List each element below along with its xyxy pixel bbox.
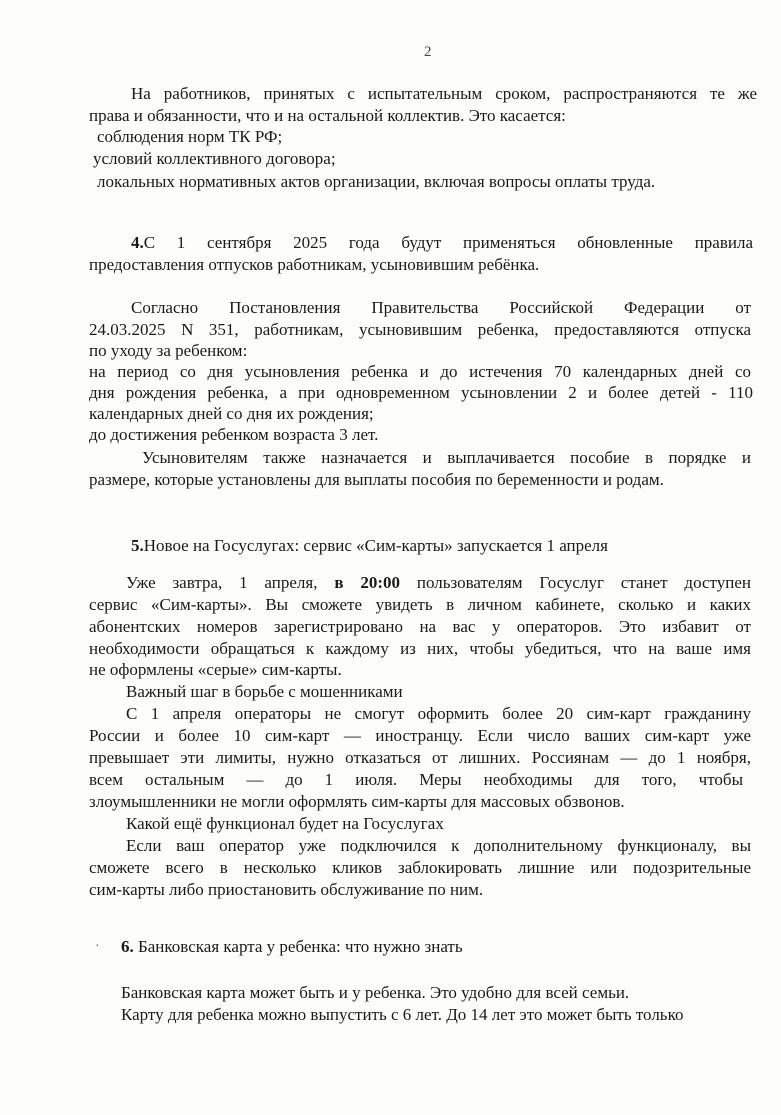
section4-para-line-7: до достижения ребенком возраста 3 лет. xyxy=(89,425,379,444)
section5-para-end: пользователям Госуслуг станет доступен xyxy=(416,573,751,592)
section6-para-line-1: Банковская карта может быть и у ребенка. Это удобно для всей семьи. xyxy=(121,983,630,1002)
section4-benefit-line-2: размере, которые установлены для выплаты пособия по беременности и родам. xyxy=(89,470,664,489)
section6-heading-text: Банковская карта у ребенка: что нужно знать xyxy=(138,937,463,956)
section5-para-line-2: сервис «Сим-карты». Вы сможете увидеть в личном кабинете, сколько и каких xyxy=(89,595,751,614)
probation-line-2: права и обязанности, что и на остальной коллектив. Это касается: xyxy=(89,106,566,125)
section5-para-line-3: абонентских номеров зарегистрировано на вас у операторов. Это избавит от xyxy=(89,617,751,636)
section4-benefit-line-1: Усыновителям также назначается и выплачивается пособие в порядке и xyxy=(142,448,751,467)
section5-subheading-2: Какой ещё функционал будет на Госуслугах xyxy=(126,814,444,833)
section5-operator-line-2: сможете всего в несколько кликов заблокировать лишние или подозрительные xyxy=(89,858,751,877)
section5-para-line-4: необходимости обращаться к каждому из них, чтобы убедиться, что на ваше имя xyxy=(89,639,751,658)
section5-limits-line-3: превышает эти лимиты, нужно отказаться от лишних. Россиянам — до 1 ноября, xyxy=(89,748,751,767)
section5-subheading-1: Важный шаг в борьбе с мошенниками xyxy=(126,682,403,701)
probation-item-2: условий коллективного договора; xyxy=(93,149,336,168)
section5-para-time: в 20:00 xyxy=(334,573,400,592)
section5-limits-line-5: злоумышленники не могли оформлять сим-карты для массовых обзвонов. xyxy=(89,792,625,811)
section6-para-line-2: Карту для ребенка можно выпустить с 6 лет. До 14 лет это может быть только xyxy=(121,1005,684,1024)
section5-para-line-1 xyxy=(126,573,751,593)
section6-heading xyxy=(121,937,463,957)
section5-para-line-5: не оформлены «серые» сим-карты. xyxy=(89,660,342,679)
probation-item-1: соблюдения норм ТК РФ; xyxy=(97,127,283,146)
section6-number: 6. xyxy=(121,937,134,956)
section4-para-line-3: по уходу за ребенком: xyxy=(89,341,248,360)
section5-operator-line-1: Если ваш оператор уже подключился к дополнительному функционалу, вы xyxy=(126,836,751,855)
section4-para-line-2: 24.03.2025 N 351, работникам, усыновившим ребенка, предоставляются отпуска xyxy=(89,320,751,339)
section4-heading-text: С 1 сентября 2025 года будут применяться обновленные правила xyxy=(143,233,753,252)
section4-para-line-5: дня рождения ребенка, а при одновременном усыновлении 2 и более детей - 110 xyxy=(89,383,753,402)
stray-dot: · xyxy=(95,939,100,954)
page-number: 2 xyxy=(424,44,432,60)
probation-line-1: На работников, принятых с испытательным сроком, распространяются те же xyxy=(131,84,757,103)
section5-limits-line-4: всем остальным — до 1 июля. Меры необходимы для того, чтобы xyxy=(89,770,743,789)
section4-para-line-6: календарных дней со дня их рождения; xyxy=(89,404,374,423)
section5-operator-line-3: сим-карты либо приостановить обслуживание по ним. xyxy=(89,880,484,899)
section4-heading-line-2: предоставления отпусков работникам, усыновившим ребёнка. xyxy=(89,255,540,274)
section5-para-start: Уже завтра, 1 апреля, xyxy=(126,573,318,592)
section5-heading xyxy=(131,536,608,556)
section4-para-line-1: Согласно Постановления Правительства Российской Федерации от xyxy=(131,298,751,317)
section5-number: 5. xyxy=(131,536,144,555)
section4-heading-line-1 xyxy=(131,233,753,253)
section5-limits-line-1: С 1 апреля операторы не смогут оформить более 20 сим-карт гражданину xyxy=(126,704,751,723)
probation-item-3: локальных нормативных актов организации, включая вопросы оплаты труда. xyxy=(97,172,656,191)
section5-heading-text: Новое на Госуслугах: сервис «Сим-карты» запускается 1 апреля xyxy=(143,536,608,555)
section5-limits-line-2: России и более 10 сим-карт — иностранцу. Если число ваших сим-карт уже xyxy=(89,726,751,745)
section4-para-line-4: на период со дня усыновления ребенка и до истечения 70 календарных дней со xyxy=(89,362,751,381)
section4-number: 4. xyxy=(131,233,144,252)
